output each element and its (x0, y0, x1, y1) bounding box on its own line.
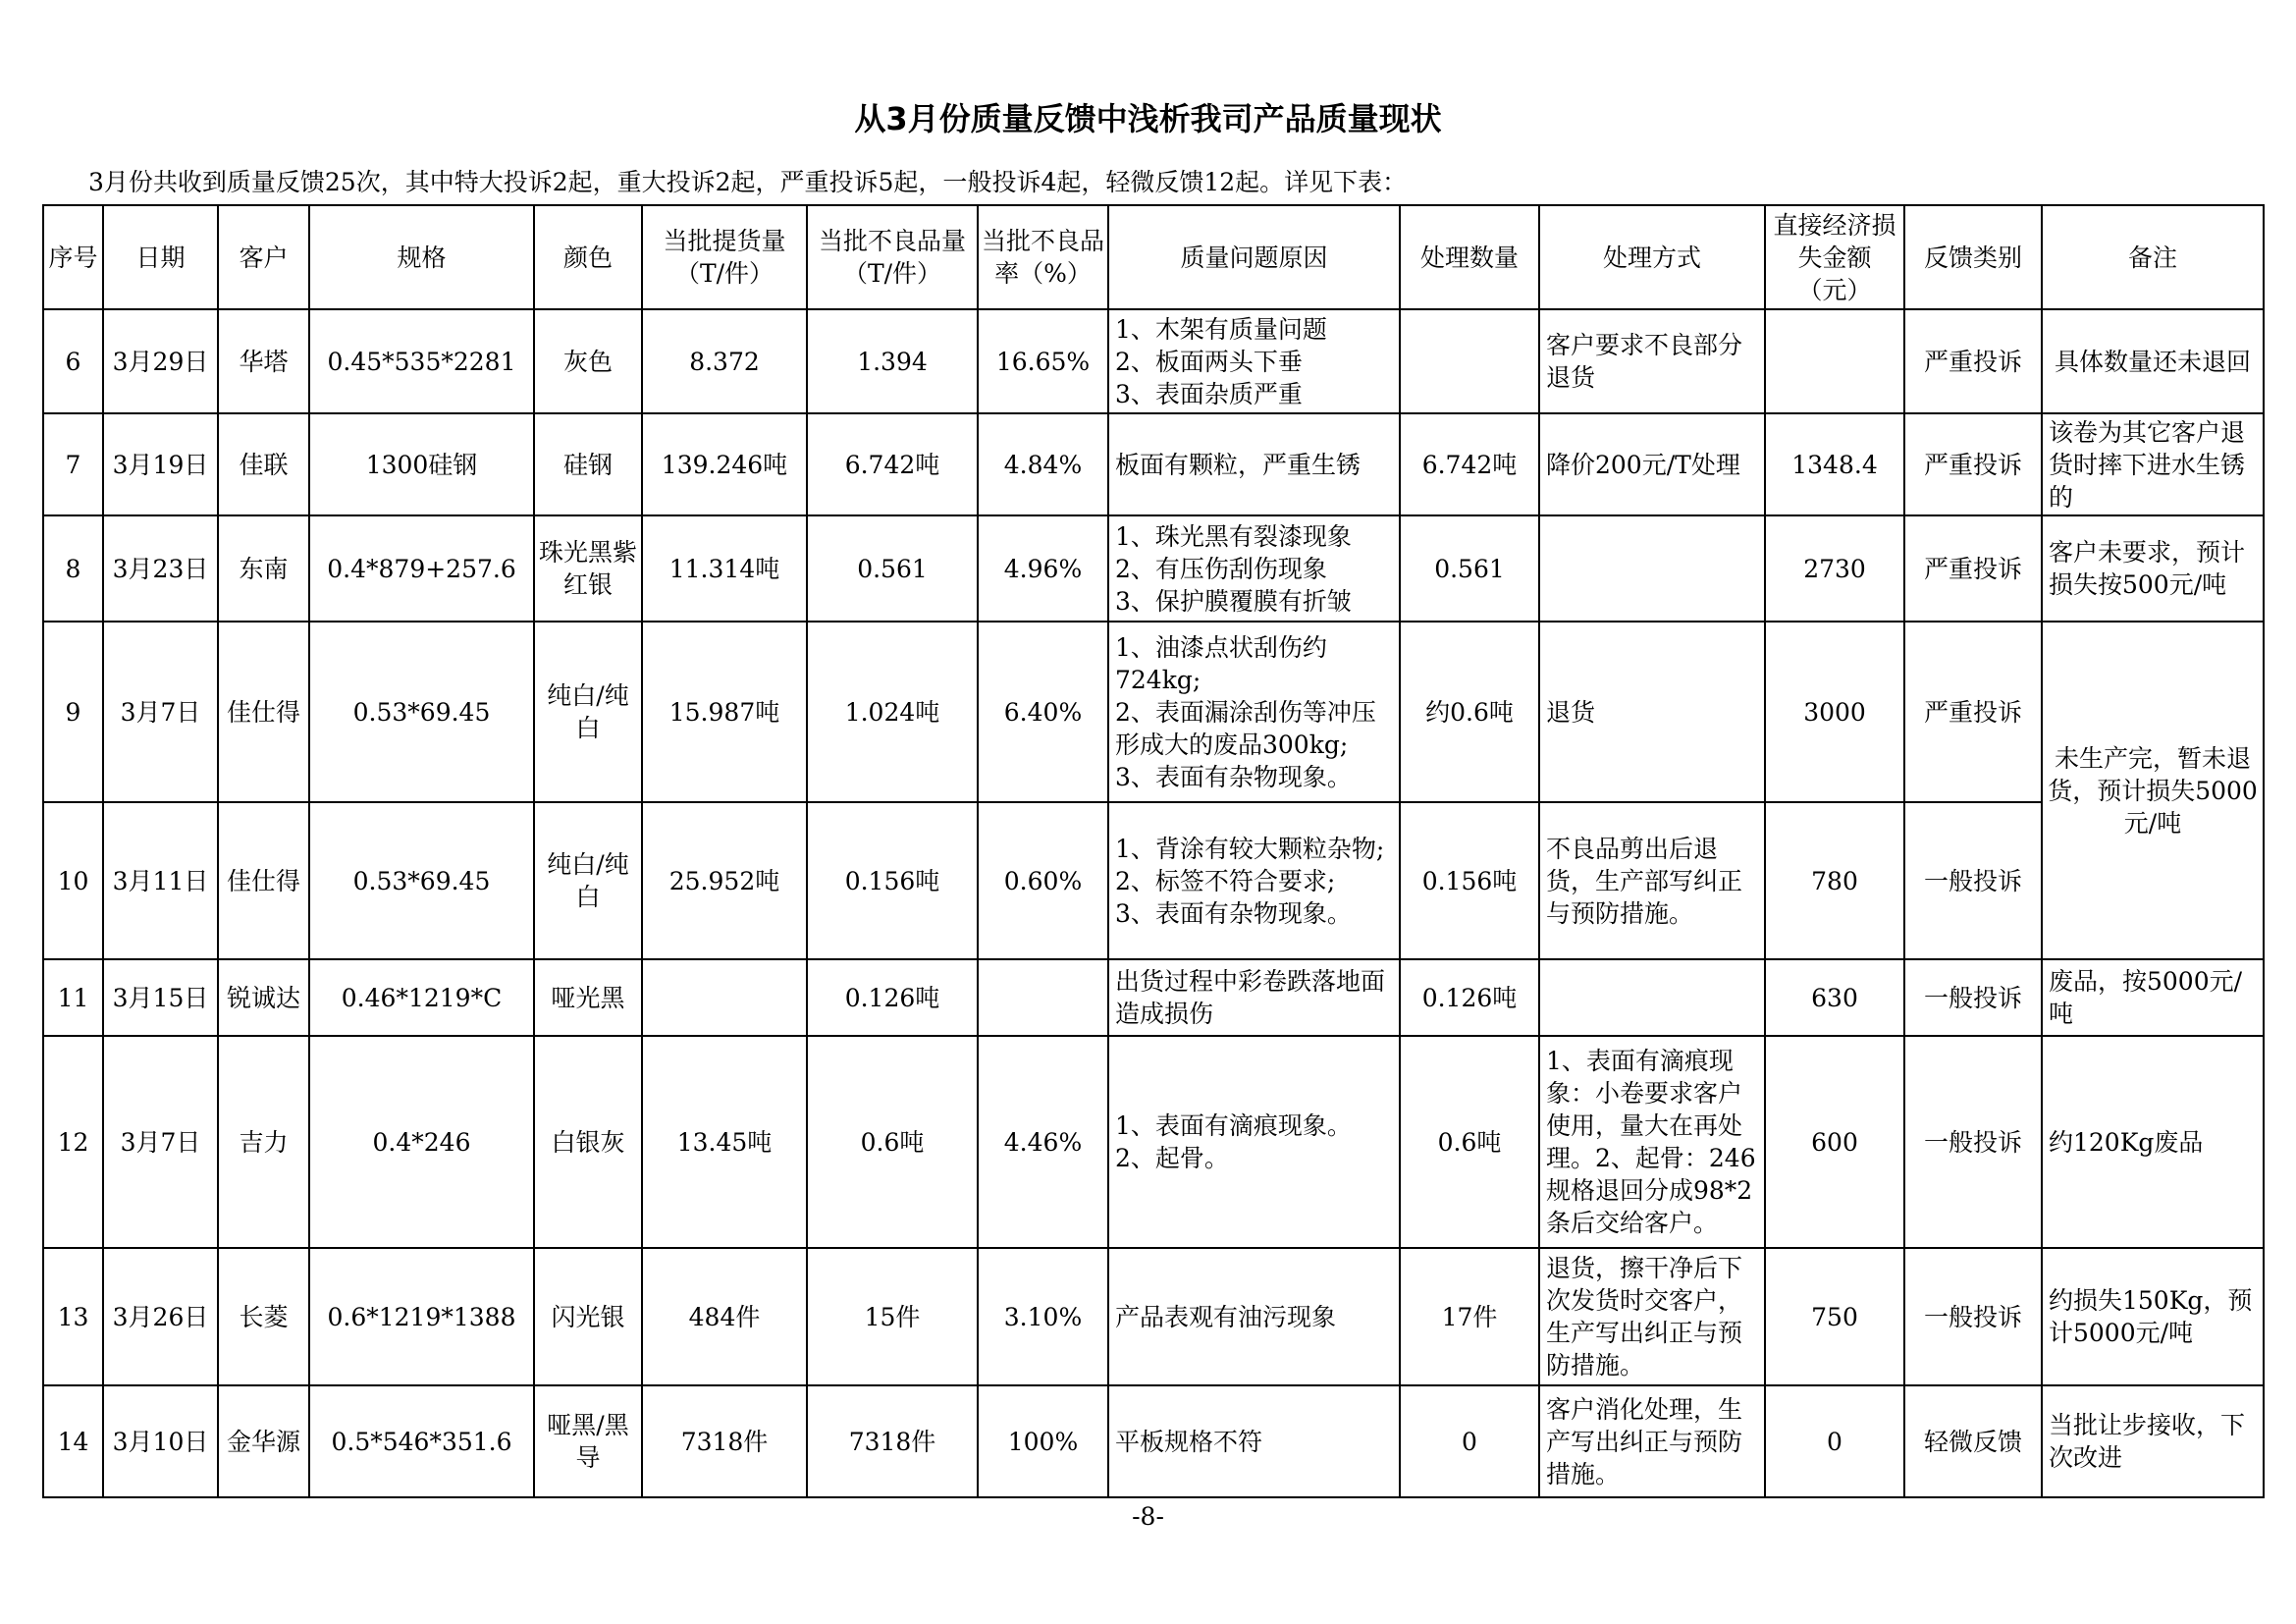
cell-loss: 780 (1765, 802, 1904, 959)
cell-remark: 约120Kg废品 (2042, 1036, 2264, 1248)
cell-rate (978, 959, 1108, 1036)
cell-category: 严重投诉 (1904, 622, 2042, 802)
cell-qty: 15.987吨 (642, 622, 807, 802)
header-cell-rate: 当批不良品率（%） (978, 205, 1108, 309)
cell-handled: 约0.6吨 (1400, 622, 1539, 802)
cell-reason: 1、木架有质量问题 2、板面两头下垂 3、表面杂质严重 (1108, 309, 1400, 413)
cell-rate: 4.96% (978, 515, 1108, 622)
quality-feedback-table (42, 204, 2265, 1498)
cell-method: 降价200元/T处理 (1539, 413, 1765, 515)
table-row (43, 1385, 2264, 1497)
cell-loss: 600 (1765, 1036, 1904, 1248)
cell-no: 13 (43, 1248, 103, 1385)
cell-method (1539, 959, 1765, 1036)
cell-spec: 0.4*246 (309, 1036, 534, 1248)
cell-no: 10 (43, 802, 103, 959)
cell-qty: 484件 (642, 1248, 807, 1385)
cell-customer: 华塔 (218, 309, 309, 413)
cell-category: 一般投诉 (1904, 802, 2042, 959)
cell-rate: 16.65% (978, 309, 1108, 413)
cell-method: 退货，擦干净后下次发货时交客户，生产写出纠正与预防措施。 (1539, 1248, 1765, 1385)
cell-color: 灰色 (534, 309, 642, 413)
page-title: 从3月份质量反馈中浅析我司产品质量现状 (854, 100, 1442, 137)
table-row (43, 622, 2264, 802)
cell-customer: 吉力 (218, 1036, 309, 1248)
cell-remark: 客户未要求，预计损失按500元/吨 (2042, 515, 2264, 622)
intro-paragraph: 3月份共收到质量反馈25次，其中特大投诉2起，重大投诉2起，严重投诉5起，一般投诉4起，轻微反馈12起。详见下表： (88, 168, 1408, 196)
cell-loss: 3000 (1765, 622, 1904, 802)
header-cell-no: 序号 (43, 205, 103, 309)
cell-remark: 约损失150Kg，预计5000元/吨 (2042, 1248, 2264, 1385)
cell-color: 闪光银 (534, 1248, 642, 1385)
cell-category: 严重投诉 (1904, 309, 2042, 413)
header-cell-category: 反馈类别 (1904, 205, 2042, 309)
header-cell-qty: 当批提货量（T/件） (642, 205, 807, 309)
cell-date: 3月10日 (103, 1385, 218, 1497)
cell-date: 3月23日 (103, 515, 218, 622)
page-number: -8- (1132, 1502, 1164, 1531)
cell-loss: 630 (1765, 959, 1904, 1036)
cell-defect: 0.126吨 (807, 959, 978, 1036)
cell-reason: 平板规格不符 (1108, 1385, 1400, 1497)
cell-color: 白银灰 (534, 1036, 642, 1248)
cell-method: 1、表面有滴痕现象：小卷要求客户使用，量大在再处理。2、起骨：246规格退回分成98*2条后交给客户。 (1539, 1036, 1765, 1248)
cell-rate: 3.10% (978, 1248, 1108, 1385)
cell-no: 7 (43, 413, 103, 515)
header-cell-customer: 客户 (218, 205, 309, 309)
cell-loss: 0 (1765, 1385, 1904, 1497)
cell-no: 11 (43, 959, 103, 1036)
cell-reason: 1、油漆点状刮伤约724kg; 2、表面漏涂刮伤等冲压形成大的废品300kg; 3、表面有杂物现象。 (1108, 622, 1400, 802)
cell-remark: 当批让步接收，下次改进 (2042, 1385, 2264, 1497)
cell-category: 一般投诉 (1904, 1248, 2042, 1385)
cell-color: 纯白/纯白 (534, 802, 642, 959)
cell-customer: 锐诚达 (218, 959, 309, 1036)
cell-date: 3月15日 (103, 959, 218, 1036)
header-cell-method: 处理方式 (1539, 205, 1765, 309)
cell-spec: 0.53*69.45 (309, 802, 534, 959)
cell-customer: 东南 (218, 515, 309, 622)
cell-rate: 4.84% (978, 413, 1108, 515)
header-cell-remark: 备注 (2042, 205, 2264, 309)
cell-method (1539, 515, 1765, 622)
table-row (43, 802, 2264, 959)
cell-spec: 0.6*1219*1388 (309, 1248, 534, 1385)
cell-rate: 0.60% (978, 802, 1108, 959)
cell-spec: 0.45*535*2281 (309, 309, 534, 413)
cell-category: 严重投诉 (1904, 515, 2042, 622)
cell-qty: 8.372 (642, 309, 807, 413)
cell-handled: 6.742吨 (1400, 413, 1539, 515)
cell-rate: 4.46% (978, 1036, 1108, 1248)
cell-qty (642, 959, 807, 1036)
cell-reason: 出货过程中彩卷跌落地面造成损伤 (1108, 959, 1400, 1036)
header-cell-spec: 规格 (309, 205, 534, 309)
cell-category: 一般投诉 (1904, 1036, 2042, 1248)
cell-remark: 未生产完，暂未退货，预计损失5000元/吨 (2042, 622, 2264, 959)
header-cell-reason: 质量问题原因 (1108, 205, 1400, 309)
cell-customer: 长菱 (218, 1248, 309, 1385)
cell-method: 客户消化处理，生产写出纠正与预防措施。 (1539, 1385, 1765, 1497)
header-cell-date: 日期 (103, 205, 218, 309)
cell-qty: 7318件 (642, 1385, 807, 1497)
cell-date: 3月11日 (103, 802, 218, 959)
header-cell-defect: 当批不良品量（T/件） (807, 205, 978, 309)
cell-no: 8 (43, 515, 103, 622)
cell-rate: 6.40% (978, 622, 1108, 802)
cell-spec: 1300硅钢 (309, 413, 534, 515)
cell-defect: 0.561 (807, 515, 978, 622)
header-cell-loss: 直接经济损失金额（元） (1765, 205, 1904, 309)
header-row (43, 205, 2264, 309)
cell-remark: 该卷为其它客户退货时摔下进水生锈的 (2042, 413, 2264, 515)
cell-loss: 1348.4 (1765, 413, 1904, 515)
cell-handled: 17件 (1400, 1248, 1539, 1385)
cell-qty: 13.45吨 (642, 1036, 807, 1248)
cell-no: 6 (43, 309, 103, 413)
cell-defect: 15件 (807, 1248, 978, 1385)
cell-defect: 0.6吨 (807, 1036, 978, 1248)
cell-qty: 11.314吨 (642, 515, 807, 622)
table-body (43, 309, 2264, 1497)
cell-color: 哑黑/黑导 (534, 1385, 642, 1497)
cell-defect: 0.156吨 (807, 802, 978, 959)
cell-defect: 6.742吨 (807, 413, 978, 515)
cell-color: 纯白/纯白 (534, 622, 642, 802)
cell-spec: 0.46*1219*C (309, 959, 534, 1036)
cell-customer: 佳联 (218, 413, 309, 515)
cell-defect: 1.024吨 (807, 622, 978, 802)
cell-handled: 0.156吨 (1400, 802, 1539, 959)
cell-no: 12 (43, 1036, 103, 1248)
cell-remark: 具体数量还未退回 (2042, 309, 2264, 413)
cell-date: 3月7日 (103, 1036, 218, 1248)
cell-color: 珠光黑紫红银 (534, 515, 642, 622)
cell-date: 3月19日 (103, 413, 218, 515)
cell-rate: 100% (978, 1385, 1108, 1497)
cell-customer: 佳仕得 (218, 622, 309, 802)
cell-method: 不良品剪出后退货，生产部写纠正与预防措施。 (1539, 802, 1765, 959)
cell-defect: 7318件 (807, 1385, 978, 1497)
cell-spec: 0.4*879+257.6 (309, 515, 534, 622)
cell-reason: 板面有颗粒，严重生锈 (1108, 413, 1400, 515)
cell-color: 哑光黑 (534, 959, 642, 1036)
cell-date: 3月26日 (103, 1248, 218, 1385)
table-row (43, 413, 2264, 515)
cell-date: 3月7日 (103, 622, 218, 802)
cell-handled: 0.126吨 (1400, 959, 1539, 1036)
cell-handled: 0.6吨 (1400, 1036, 1539, 1248)
table-row (43, 309, 2264, 413)
table-row (43, 959, 2264, 1036)
cell-category: 一般投诉 (1904, 959, 2042, 1036)
table-row (43, 1036, 2264, 1248)
cell-loss (1765, 309, 1904, 413)
cell-date: 3月29日 (103, 309, 218, 413)
cell-color: 硅钢 (534, 413, 642, 515)
cell-defect: 1.394 (807, 309, 978, 413)
cell-customer: 金华源 (218, 1385, 309, 1497)
cell-qty: 25.952吨 (642, 802, 807, 959)
cell-spec: 0.53*69.45 (309, 622, 534, 802)
table-row (43, 1248, 2264, 1385)
cell-no: 14 (43, 1385, 103, 1497)
header-cell-handled: 处理数量 (1400, 205, 1539, 309)
cell-category: 严重投诉 (1904, 413, 2042, 515)
cell-reason: 1、珠光黑有裂漆现象 2、有压伤刮伤现象 3、保护膜覆膜有折皱 (1108, 515, 1400, 622)
cell-category: 轻微反馈 (1904, 1385, 2042, 1497)
cell-reason: 1、背涂有较大颗粒杂物; 2、标签不符合要求; 3、表面有杂物现象。 (1108, 802, 1400, 959)
cell-no: 9 (43, 622, 103, 802)
cell-loss: 750 (1765, 1248, 1904, 1385)
cell-customer: 佳仕得 (218, 802, 309, 959)
cell-handled: 0.561 (1400, 515, 1539, 622)
cell-handled: 0 (1400, 1385, 1539, 1497)
cell-handled (1400, 309, 1539, 413)
cell-qty: 139.246吨 (642, 413, 807, 515)
cell-method: 退货 (1539, 622, 1765, 802)
cell-reason: 产品表观有油污现象 (1108, 1248, 1400, 1385)
cell-loss: 2730 (1765, 515, 1904, 622)
header-cell-color: 颜色 (534, 205, 642, 309)
cell-method: 客户要求不良部分退货 (1539, 309, 1765, 413)
table-row (43, 515, 2264, 622)
cell-remark: 废品，按5000元/吨 (2042, 959, 2264, 1036)
cell-spec: 0.5*546*351.6 (309, 1385, 534, 1497)
cell-reason: 1、表面有滴痕现象。 2、起骨。 (1108, 1036, 1400, 1248)
